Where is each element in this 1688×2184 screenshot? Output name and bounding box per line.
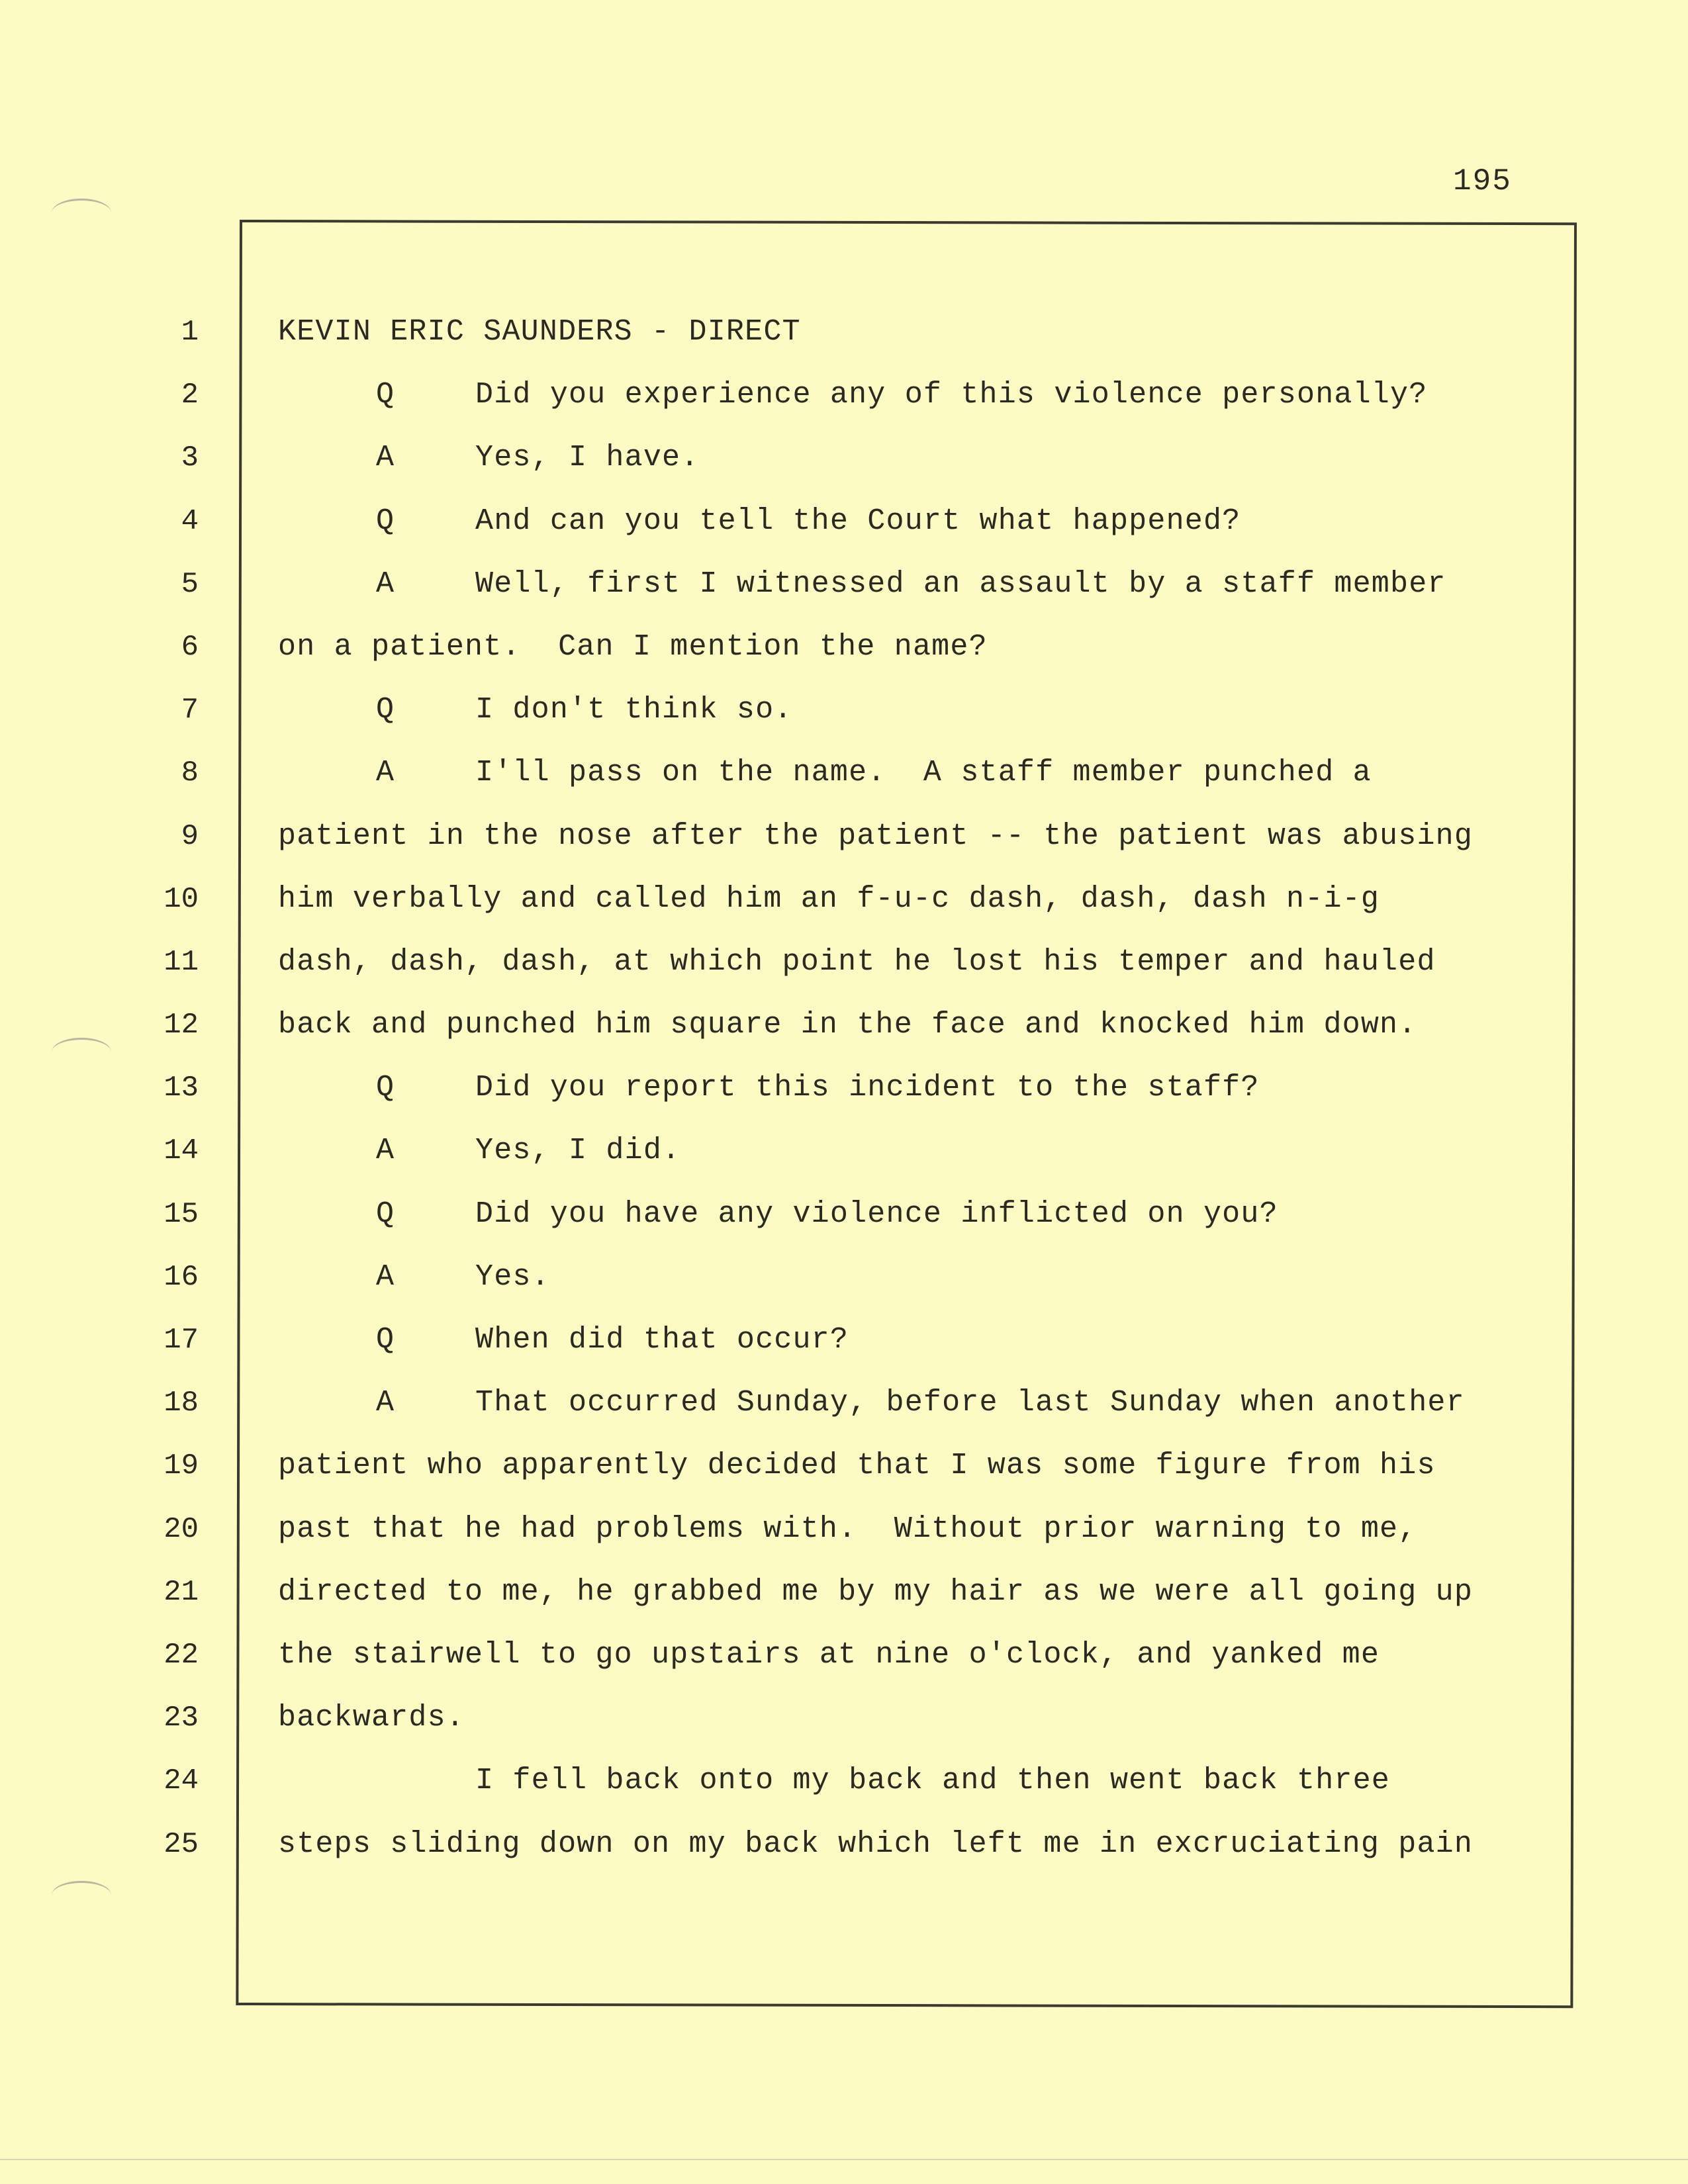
- transcript-line: [278, 312, 1575, 375]
- transcript-line: [278, 627, 1575, 690]
- transcript-line: [278, 502, 1575, 565]
- line-text: on a patient. Can I mention the name?: [278, 629, 988, 664]
- line-text: Did you report this incident to the staff?: [475, 1071, 1260, 1105]
- transcript-line: [278, 880, 1575, 942]
- line-number: 7: [181, 694, 199, 727]
- transcript-line: [278, 1446, 1575, 1509]
- speaker-marker: Q: [376, 504, 395, 538]
- line-number: 8: [181, 756, 199, 790]
- transcript-line: [278, 1383, 1575, 1446]
- speaker-marker: A: [376, 1386, 395, 1420]
- line-text: I don't think so.: [475, 693, 793, 727]
- transcript-line: [278, 1698, 1575, 1761]
- line-text: Did you have any violence inflicted on you?: [475, 1197, 1278, 1231]
- line-text: Yes.: [475, 1259, 550, 1294]
- transcript-line: [278, 1825, 1575, 1888]
- line-text: Well, first I witnessed an assault by a staff member: [475, 567, 1446, 601]
- line-number: 4: [181, 504, 199, 538]
- transcript-line: [278, 1005, 1575, 1068]
- line-text: That occurred Sunday, before last Sunday when another: [475, 1386, 1465, 1420]
- transcript-line: [278, 690, 1575, 753]
- line-text: dash, dash, dash, at which point he lost his temper and hauled: [278, 944, 1436, 979]
- transcript-line: [278, 1131, 1575, 1194]
- speaker-marker: A: [376, 441, 395, 475]
- line-text: And can you tell the Court what happened?: [475, 504, 1241, 538]
- line-number: 9: [181, 819, 199, 853]
- line-text: patient who apparently decided that I was some figure from his: [278, 1449, 1436, 1483]
- line-text: patient in the nose after the patient -- the patient was abusing: [278, 819, 1474, 853]
- transcript-line: [278, 1572, 1575, 1635]
- line-number: 12: [164, 1009, 199, 1042]
- transcript-line: [278, 1257, 1575, 1320]
- line-number: 11: [164, 945, 199, 979]
- line-text: Yes, I did.: [475, 1134, 681, 1168]
- line-number: 17: [164, 1324, 199, 1357]
- transcript-line: [278, 753, 1575, 816]
- transcript-line: [278, 1510, 1575, 1572]
- line-number: 15: [164, 1197, 199, 1231]
- transcript-line: [278, 1635, 1575, 1698]
- page-bottom-rule: [0, 2159, 1688, 2160]
- transcript-line: [278, 817, 1575, 880]
- transcript-line: [278, 375, 1575, 438]
- line-number: 1: [181, 316, 199, 349]
- page-number: 195: [1453, 164, 1512, 199]
- line-text: steps sliding down on my back which left me in excruciating pain: [278, 1827, 1474, 1861]
- transcript-line: [278, 942, 1575, 1005]
- speaker-marker: A: [376, 756, 395, 790]
- speaker-marker: Q: [376, 1197, 395, 1231]
- punch-hole-middle: [52, 1038, 111, 1066]
- line-number: 5: [181, 567, 199, 601]
- line-number: 3: [181, 441, 199, 475]
- speaker-marker: Q: [376, 1323, 395, 1357]
- line-number-column: [152, 312, 199, 1888]
- line-number: 2: [181, 379, 199, 412]
- line-number: 25: [164, 1827, 199, 1861]
- line-number: 23: [164, 1702, 199, 1735]
- line-number: 14: [164, 1134, 199, 1168]
- line-number: 13: [164, 1071, 199, 1105]
- line-number: 16: [164, 1260, 199, 1294]
- line-number: 21: [164, 1575, 199, 1609]
- line-number: 20: [164, 1512, 199, 1546]
- transcript-line: [278, 1068, 1575, 1131]
- speaker-marker: Q: [376, 378, 395, 412]
- speaker-marker: A: [376, 567, 395, 601]
- line-number: 19: [164, 1449, 199, 1483]
- line-number: 6: [181, 630, 199, 664]
- line-text: Yes, I have.: [475, 441, 700, 475]
- transcript-line: [278, 1761, 1575, 1824]
- speaker-marker: A: [376, 1134, 395, 1168]
- line-text: When did that occur?: [475, 1323, 849, 1357]
- line-text: Did you experience any of this violence personally?: [475, 378, 1428, 412]
- line-text: I'll pass on the name. A staff member punched a: [475, 756, 1372, 790]
- speaker-marker: A: [376, 1259, 395, 1294]
- punch-hole-top: [52, 199, 111, 227]
- transcript-line: [278, 1320, 1575, 1383]
- transcript-line: [278, 565, 1575, 627]
- line-text: directed to me, he grabbed me by my hair as we were all going up: [278, 1574, 1474, 1609]
- transcript-line: [278, 438, 1575, 501]
- transcript-line: [278, 1195, 1575, 1257]
- line-text: backwards.: [278, 1701, 465, 1735]
- speaker-marker: Q: [376, 1071, 395, 1105]
- punch-hole-bottom: [52, 1881, 111, 1909]
- line-text: KEVIN ERIC SAUNDERS - DIRECT: [278, 315, 801, 349]
- line-number: 18: [164, 1387, 199, 1420]
- line-text: past that he had problems with. Without prior warning to me,: [278, 1512, 1417, 1546]
- line-number: 24: [164, 1764, 199, 1798]
- line-number: 22: [164, 1638, 199, 1672]
- line-number: 10: [164, 882, 199, 916]
- line-text: the stairwell to go upstairs at nine o'clock, and yanked me: [278, 1637, 1380, 1672]
- transcript-body: [278, 312, 1575, 1888]
- line-text: him verbally and called him an f-u-c dash, dash, dash n-i-g: [278, 882, 1380, 916]
- line-text: I fell back onto my back and then went back three: [475, 1764, 1391, 1798]
- speaker-marker: Q: [376, 693, 395, 727]
- line-text: back and punched him square in the face and knocked him down.: [278, 1008, 1417, 1042]
